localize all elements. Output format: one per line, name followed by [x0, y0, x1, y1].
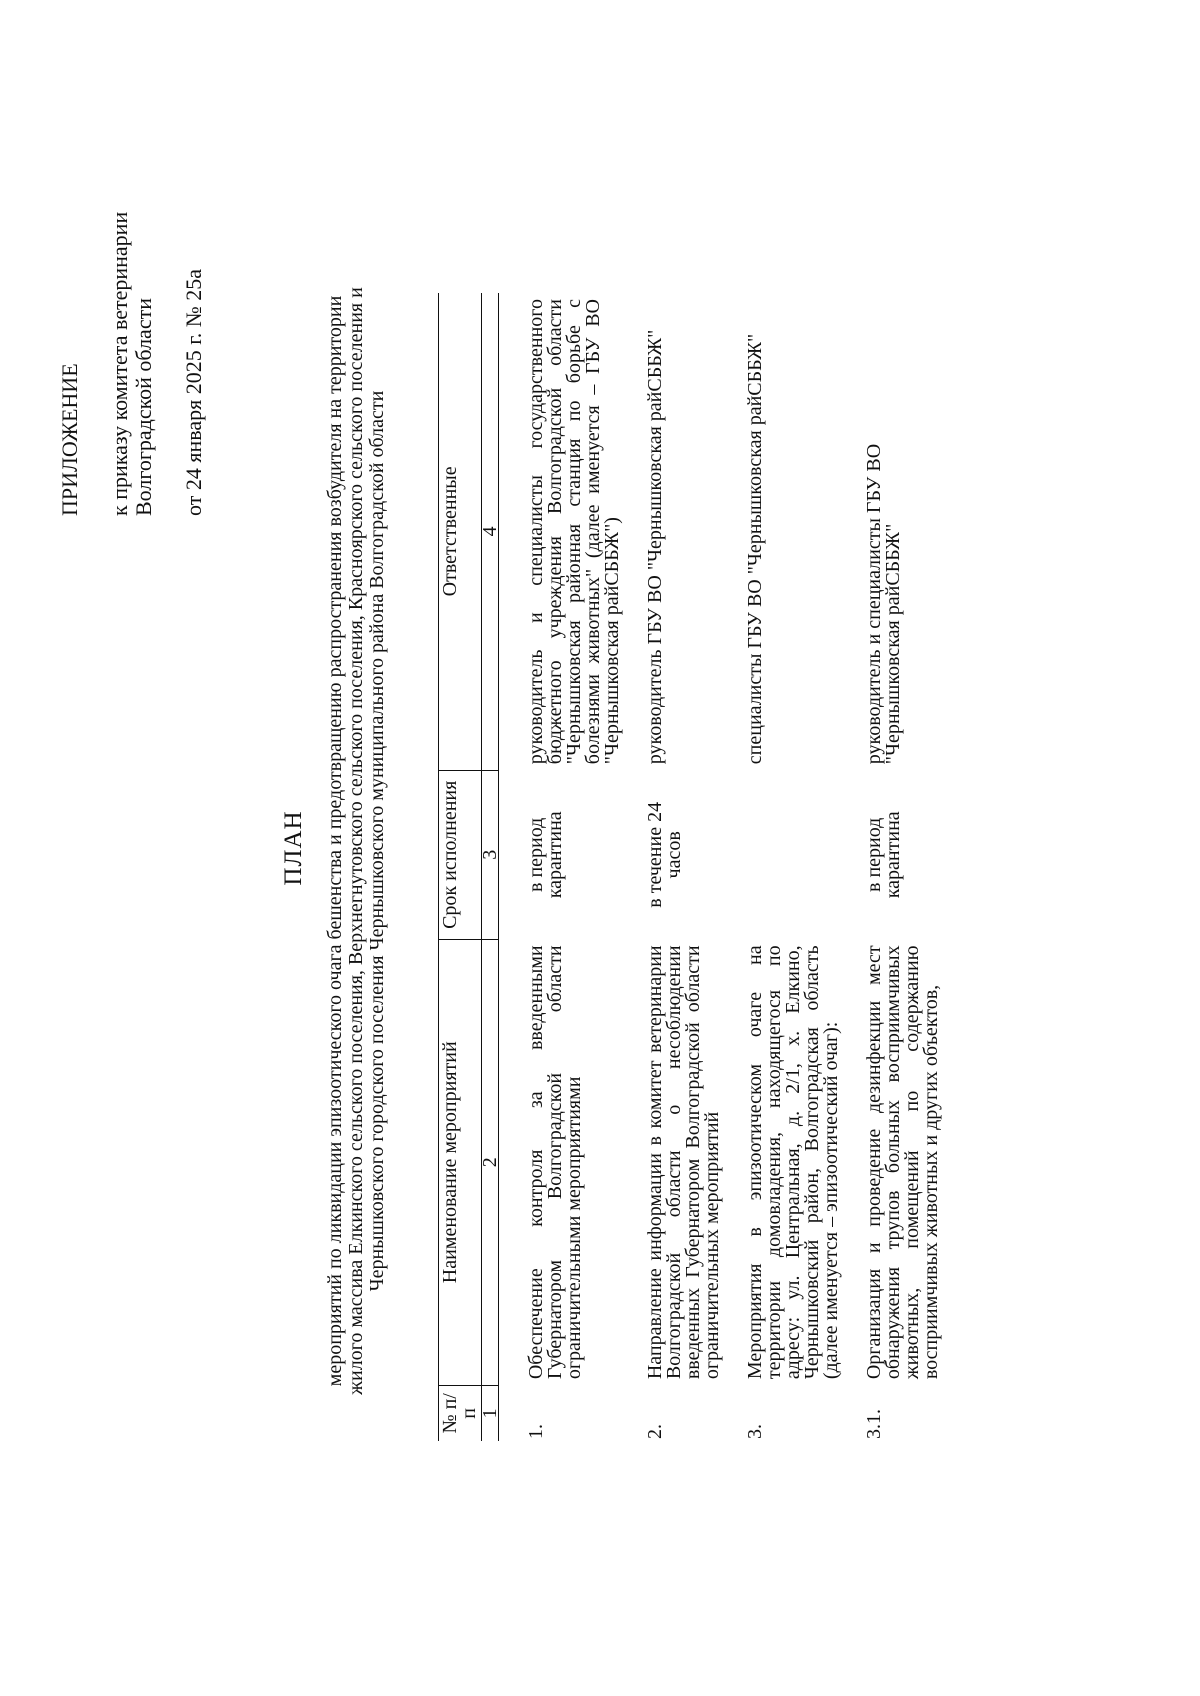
header-responsible: Ответственные	[439, 293, 482, 770]
column-number-row	[482, 293, 499, 1441]
row-term	[724, 770, 843, 939]
row-responsible: специалисты ГБУ ВО "Чернышковская райСББЖ"	[744, 333, 766, 765]
column-number: 2	[482, 939, 499, 1385]
header-number: № п/п	[439, 1385, 482, 1441]
header-name: Наименование мероприятий	[439, 939, 482, 1385]
column-number: 4	[482, 293, 499, 770]
row-responsible: руководитель ГБУ ВО "Чернышковская райСББЖ"	[644, 329, 666, 765]
row-number: 1.	[525, 1424, 547, 1439]
appendix-block	[58, 96, 206, 516]
table-row	[724, 293, 843, 1441]
column-number: 1	[482, 1385, 499, 1441]
row-name: Направление информации в комитет ветеринарии Волгоградской области о несоблюдении введенных Губернатором Волгоградской области ограничительных мероприятий	[644, 945, 723, 1380]
header-term: Срок исполнения	[439, 770, 482, 939]
row-responsible: руководитель и специалисты государственного бюджетного учреждения Волгоградской области "Чернышковская районная станция по борьбе с болезнями животных" (далее именуется – ГБУ ВО "Чернышковская райСББЖ")	[525, 299, 623, 765]
table-header-row	[439, 293, 482, 1441]
row-name: Мероприятия в эпизоотическом очаге на территории домовладения, находящегося по адресу: ул. Центральная, д. 2/1, х. Елкино, Чернышковский район, Волгоградская область (далее именуется – эпизоотический очаг):	[744, 945, 842, 1380]
plan-title: ПЛАН	[280, 810, 307, 886]
row-term: в течение 24 часов	[644, 801, 685, 908]
table-row	[843, 293, 943, 1441]
appendix-line2: Волгоградской области	[131, 298, 156, 516]
appendix-order: от 24 января 2025 г. № 25а	[181, 269, 206, 516]
row-responsible: руководитель и специалисты ГБУ ВО "Чернышковская райСББЖ"	[863, 443, 904, 765]
plan-subtitle: мероприятий по ликвидации эпизоотического очага бешенства и предотвращению распространения возбудителя на территории жилого массива Елкинского сельского поселения, Верхнегнутовского сельского поселения, Краснoярского сельского поселения и Чернышковского городского поселения Чернышковского муниципального района Волгоградской области	[324, 287, 388, 1395]
table-row	[499, 293, 625, 1441]
row-number: 2.	[644, 1424, 666, 1439]
row-number: 3.	[744, 1424, 766, 1439]
appendix-title: ПРИЛОЖЕНИЕ	[57, 363, 82, 516]
row-name: Обеспечение контроля за введенными Губернатором Волгоградской области ограничительными мероприятиями	[525, 945, 585, 1380]
table-row	[624, 293, 724, 1441]
row-name: Организация и проведение дезинфекции мест обнаружения трупов больных восприимчивых животных, помещений по содержанию восприимчивых животных и других объектов,	[863, 945, 942, 1380]
column-number: 3	[482, 770, 499, 939]
row-term: в период карантина	[863, 811, 904, 899]
plan-table	[438, 293, 943, 1441]
appendix-line1: к приказу комитета ветеринарии	[107, 211, 132, 516]
row-number: 3.1.	[863, 1409, 885, 1439]
row-term: в период карантина	[525, 811, 566, 899]
